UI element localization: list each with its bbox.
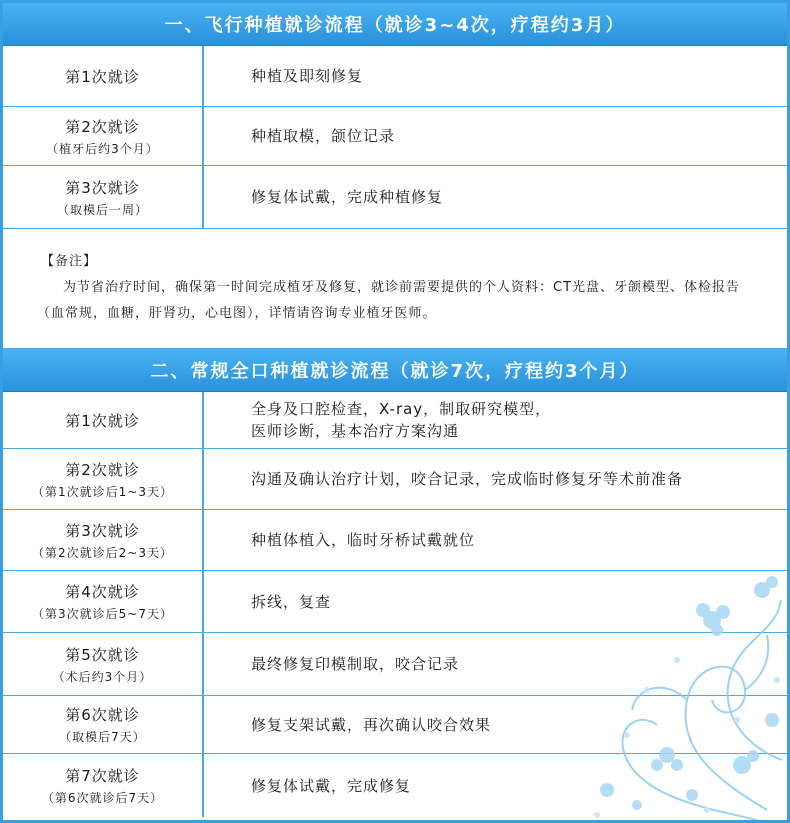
- procedure-cell: [204, 46, 787, 106]
- procedure-text: 拆线，复查: [251, 592, 332, 611]
- visit-label: 第7次就诊: [65, 767, 140, 785]
- visit-note: （取模后7天）: [59, 730, 146, 744]
- visit-cell: [3, 46, 204, 106]
- visit-label: 第1次就诊: [65, 67, 140, 86]
- procedure-cell: [204, 166, 787, 228]
- visit-label: 第5次就诊: [65, 645, 140, 664]
- visit-label: 第3次就诊: [65, 178, 140, 197]
- table-row: [3, 571, 787, 633]
- notes-body: 为节省治疗时间，确保第一时间完成植牙及修复，就诊前需要提供的个人资料：CT光盘、牙颌模型、体检报告（血常规，血糖，肝肾功，心电图），详情请咨询专业植牙医师。: [37, 280, 741, 321]
- procedure-cell: [204, 510, 787, 570]
- visit-label: 第4次就诊: [65, 583, 140, 601]
- visit-cell: [3, 696, 204, 753]
- visit-label: 第2次就诊: [65, 117, 140, 136]
- procedure-cell: [204, 754, 787, 817]
- visit-note: （第2次就诊后2~3天）: [32, 545, 173, 560]
- procedure-cell: [204, 571, 787, 632]
- visit-note: （第6次就诊后7天）: [41, 791, 164, 805]
- section-1-header: [3, 3, 787, 46]
- procedure-text: 全身及口腔检查，X-ray，制取研究模型，: [251, 400, 552, 418]
- visit-note: （第1次就诊后1~3天）: [32, 484, 173, 499]
- visit-label: 第6次就诊: [65, 706, 140, 724]
- visit-cell: [3, 449, 204, 509]
- procedure-cell: [204, 633, 787, 695]
- visit-cell: [3, 510, 204, 570]
- visit-label: 第2次就诊: [65, 460, 140, 479]
- section-2-table: [3, 392, 787, 817]
- visit-cell: [3, 392, 204, 448]
- procedure-text: 修复体试戴，完成修复: [251, 776, 412, 795]
- table-row: [3, 392, 787, 449]
- visit-cell: [3, 166, 204, 228]
- visit-note: （第3次就诊后5~7天）: [32, 607, 173, 621]
- table-row: [3, 754, 787, 817]
- table-row: [3, 510, 787, 571]
- procedure-text: 种植取模，颌位记录: [251, 127, 396, 145]
- procedure-text: 医师诊断，基本治疗方案沟通: [251, 422, 460, 440]
- procedure-text: 种植及即刻修复: [251, 67, 364, 85]
- procedure-text: 沟通及确认治疗计划，咬合记录，完成临时修复牙等术前准备: [251, 470, 684, 488]
- visit-cell: [3, 754, 204, 817]
- visit-label: 第1次就诊: [65, 411, 140, 430]
- visit-note: （取模后一周）: [56, 202, 148, 217]
- section-1-title: 一、飞行种植就诊流程（就诊3~4次，疗程约3月）: [164, 15, 626, 36]
- table-row: [3, 166, 787, 229]
- visit-note: （植牙后约3个月）: [46, 141, 159, 156]
- procedure-text: 修复体试戴，完成种植修复: [251, 188, 444, 206]
- visit-cell: [3, 107, 204, 165]
- procedure-cell: [204, 696, 787, 753]
- section-2-title: 二、常规全口种植就诊流程（就诊7次，疗程约3个月）: [150, 361, 640, 382]
- section-1-table: [3, 46, 787, 229]
- procedure-text: 种植体植入，临时牙桥试戴就位: [251, 531, 476, 549]
- table-row: [3, 696, 787, 754]
- procedure-text: 修复支架试戴，再次确认咬合效果: [251, 715, 492, 734]
- notes-title: 【备注】: [41, 254, 98, 269]
- procedure-text: 最终修复印模制取，咬合记录: [251, 655, 460, 673]
- visit-note: （术后约3个月）: [52, 669, 153, 684]
- table-row: [3, 46, 787, 107]
- table-row: [3, 633, 787, 696]
- procedure-cell: [204, 107, 787, 165]
- visit-label: 第3次就诊: [65, 521, 140, 540]
- table-row: [3, 107, 787, 166]
- visit-cell: [3, 571, 204, 632]
- table-row: [3, 449, 787, 510]
- procedure-cell: [204, 392, 787, 448]
- notes-block: [3, 229, 787, 349]
- visit-cell: [3, 633, 204, 695]
- procedure-cell: [204, 449, 787, 509]
- section-2-header: [3, 349, 787, 392]
